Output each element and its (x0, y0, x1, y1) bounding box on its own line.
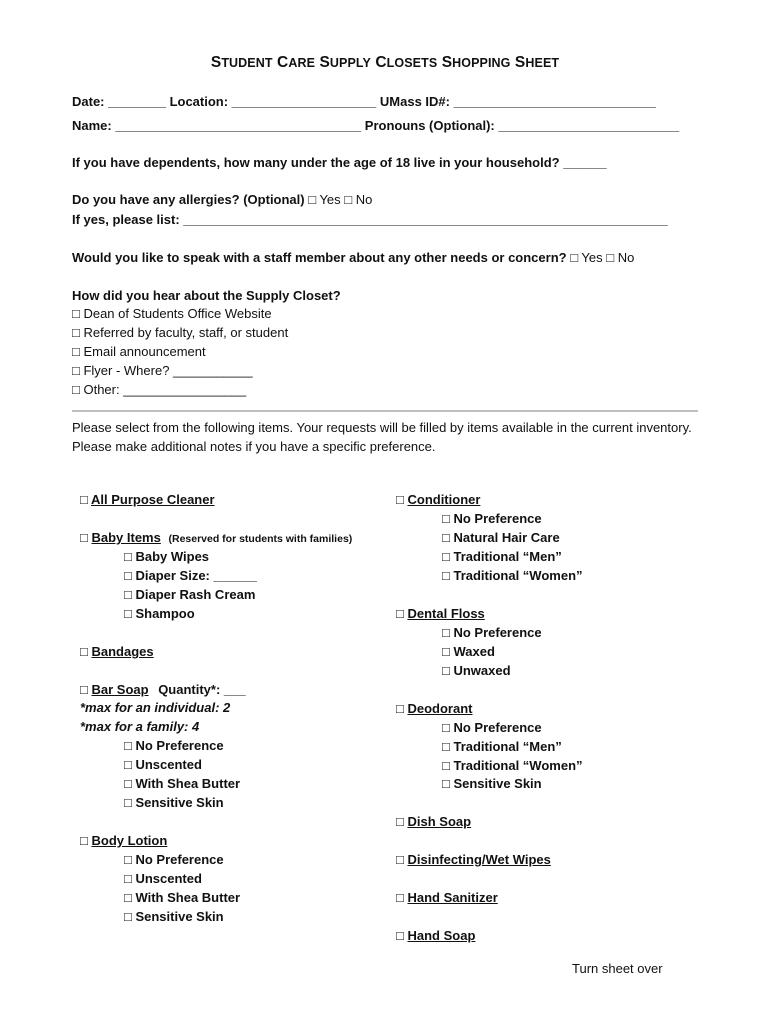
bar-soap-option-sensitive[interactable]: □ Sensitive Skin (124, 795, 224, 810)
bar-soap-option-shea-butter[interactable]: □ With Shea Butter (124, 776, 241, 791)
deodorant-option-sensitive[interactable]: □ Sensitive Skin (442, 776, 542, 791)
hear-option-referred[interactable]: □ Referred by faculty, staff, or student (72, 325, 289, 340)
bar-soap-max-family: *max for a family: 4 (80, 719, 200, 734)
hear-option-email[interactable]: □ Email announcement (72, 344, 206, 359)
staff-yes-no[interactable]: □ Yes □ No (566, 250, 635, 265)
item-dental-floss[interactable]: □ Dental Floss (396, 606, 485, 621)
baby-option-shampoo[interactable]: □ Shampoo (124, 606, 195, 621)
baby-option-diaper-size[interactable]: □ Diaper Size: ______ (124, 568, 257, 583)
conditioner-option-natural[interactable]: □ Natural Hair Care (442, 530, 560, 545)
lotion-option-unscented[interactable]: □ Unscented (124, 871, 202, 886)
lotion-option-no-preference[interactable]: □ No Preference (124, 852, 224, 867)
item-all-purpose-cleaner[interactable]: □ All Purpose Cleaner (80, 492, 215, 507)
hear-option-website[interactable]: □ Dean of Students Office Website (72, 306, 272, 321)
item-bandages[interactable]: □ Bandages (80, 644, 154, 659)
staff-question[interactable]: Would you like to speak with a staff member about any other needs or concern? □ Yes □ No (72, 250, 635, 265)
hear-option-other[interactable]: □ Other: _________________ (72, 382, 247, 397)
instructions-text: Please select from the following items. Your requests will be filled by items available in the current inventory. Please make additional notes if you have a specific preference. (72, 420, 692, 454)
floss-option-no-preference[interactable]: □ No Preference (442, 625, 542, 640)
page-title: STUDENT CARE SUPPLY CLOSETS SHOPPING SHEET (210, 54, 560, 71)
baby-option-wipes[interactable]: □ Baby Wipes (124, 549, 210, 564)
baby-option-rash-cream[interactable]: □ Diaper Rash Cream (124, 587, 256, 602)
item-hand-soap[interactable]: □ Hand Soap (396, 928, 476, 943)
item-baby-items[interactable]: □ Baby Items (Reserved for students with families) (80, 530, 353, 545)
bar-soap-max-individual: *max for an individual: 2 (80, 700, 231, 715)
item-body-lotion[interactable]: □ Body Lotion (80, 833, 168, 848)
conditioner-option-no-preference[interactable]: □ No Preference (442, 511, 542, 526)
hear-option-flyer[interactable]: □ Flyer - Where? ___________ (72, 363, 253, 378)
conditioner-option-women[interactable]: □ Traditional “Women” (442, 568, 583, 583)
bar-soap-option-unscented[interactable]: □ Unscented (124, 757, 202, 772)
item-bar-soap[interactable]: □ Bar Soap Quantity*: ___ (80, 682, 246, 697)
footer-turn-over: Turn sheet over (572, 961, 663, 976)
deodorant-option-women[interactable]: □ Traditional “Women” (442, 758, 583, 773)
deodorant-option-no-preference[interactable]: □ No Preference (442, 720, 542, 735)
dependents-question[interactable]: If you have dependents, how many under the age of 18 live in your household? ______ (72, 155, 607, 170)
name-pronouns-line[interactable]: Name: __________________________________ Pronouns (Optional): _________________________ (72, 118, 680, 133)
bar-soap-option-no-preference[interactable]: □ No Preference (124, 738, 224, 753)
conditioner-option-men[interactable]: □ Traditional “Men” (442, 549, 562, 564)
lotion-option-sensitive[interactable]: □ Sensitive Skin (124, 909, 224, 924)
item-disinfecting-wipes[interactable]: □ Disinfecting/Wet Wipes (396, 852, 551, 867)
allergies-question[interactable]: Do you have any allergies? (Optional) □ Yes □ No (72, 192, 373, 207)
divider (72, 410, 698, 412)
baby-items-note: (Reserved for students with families) (168, 533, 353, 545)
item-conditioner[interactable]: □ Conditioner (396, 492, 481, 507)
bar-soap-quantity[interactable]: Quantity*: ___ (158, 682, 246, 697)
item-deodorant[interactable]: □ Deodorant (396, 701, 473, 716)
allergies-list-field[interactable]: If yes, please list: ___________________________________________________________________ (72, 212, 668, 227)
item-hand-sanitizer[interactable]: □ Hand Sanitizer (396, 890, 498, 905)
date-location-id-line[interactable]: Date: ________ Location: ____________________ UMass ID#: ____________________________ (72, 94, 657, 109)
floss-option-waxed[interactable]: □ Waxed (442, 644, 495, 659)
lotion-option-shea-butter[interactable]: □ With Shea Butter (124, 890, 241, 905)
item-dish-soap[interactable]: □ Dish Soap (396, 814, 472, 829)
allergies-yes-no[interactable]: □ Yes □ No (304, 192, 373, 207)
deodorant-option-men[interactable]: □ Traditional “Men” (442, 739, 562, 754)
hear-about-question: How did you hear about the Supply Closet? (72, 288, 341, 303)
floss-option-unwaxed[interactable]: □ Unwaxed (442, 663, 511, 678)
